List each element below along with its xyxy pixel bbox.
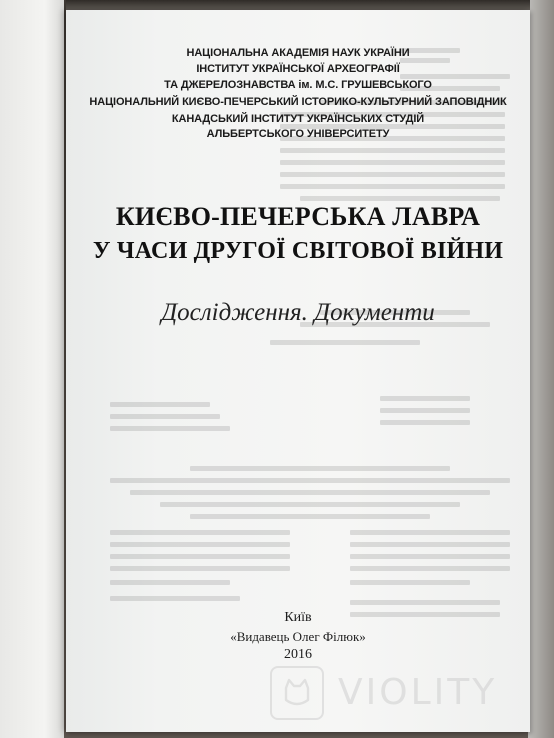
publication-year: 2016 <box>284 647 312 662</box>
watermark-text: VIOLITY <box>338 672 498 713</box>
institution-line: АЛЬБЕРТСЬКОГО УНІВЕРСИТЕТУ <box>206 128 390 140</box>
violity-watermark <box>270 666 540 722</box>
institution-line: НАЦІОНАЛЬНА АКАДЕМІЯ НАУК УКРАЇНИ <box>186 47 410 59</box>
cat-badge-icon <box>270 666 324 720</box>
institution-line: ІНСТИТУТ УКРАЇНСЬКОЇ АРХЕОГРАФІЇ <box>196 63 400 75</box>
publication-city: Київ <box>284 610 312 625</box>
book-cover-edge <box>528 0 554 738</box>
book-title-line-1: КИЄВО-ПЕЧЕРСЬКА ЛАВРА <box>115 202 481 231</box>
book-subtitle: Дослідження. Документи <box>161 299 435 326</box>
book-title-line-2: У ЧАСИ ДРУГОЇ СВІТОВОЇ ВІЙНИ <box>92 238 504 264</box>
publisher-name: «Видавець Олег Філюк» <box>230 629 366 644</box>
institution-line: ТА ДЖЕРЕЛОЗНАВСТВА ім. М.С. ГРУШЕВСЬКОГО <box>164 79 432 91</box>
title-page-content <box>66 10 530 732</box>
institution-line: КАНАДСЬКИЙ ІНСТИТУТ УКРАЇНСЬКИХ СТУДІЙ <box>171 113 425 125</box>
facing-page-edge <box>0 0 64 738</box>
institution-line: НАЦІОНАЛЬНИЙ КИЄВО-ПЕЧЕРСЬКИЙ ІСТОРИКО-КУЛЬТУРНИЙ ЗАПОВІДНИК <box>89 96 507 108</box>
